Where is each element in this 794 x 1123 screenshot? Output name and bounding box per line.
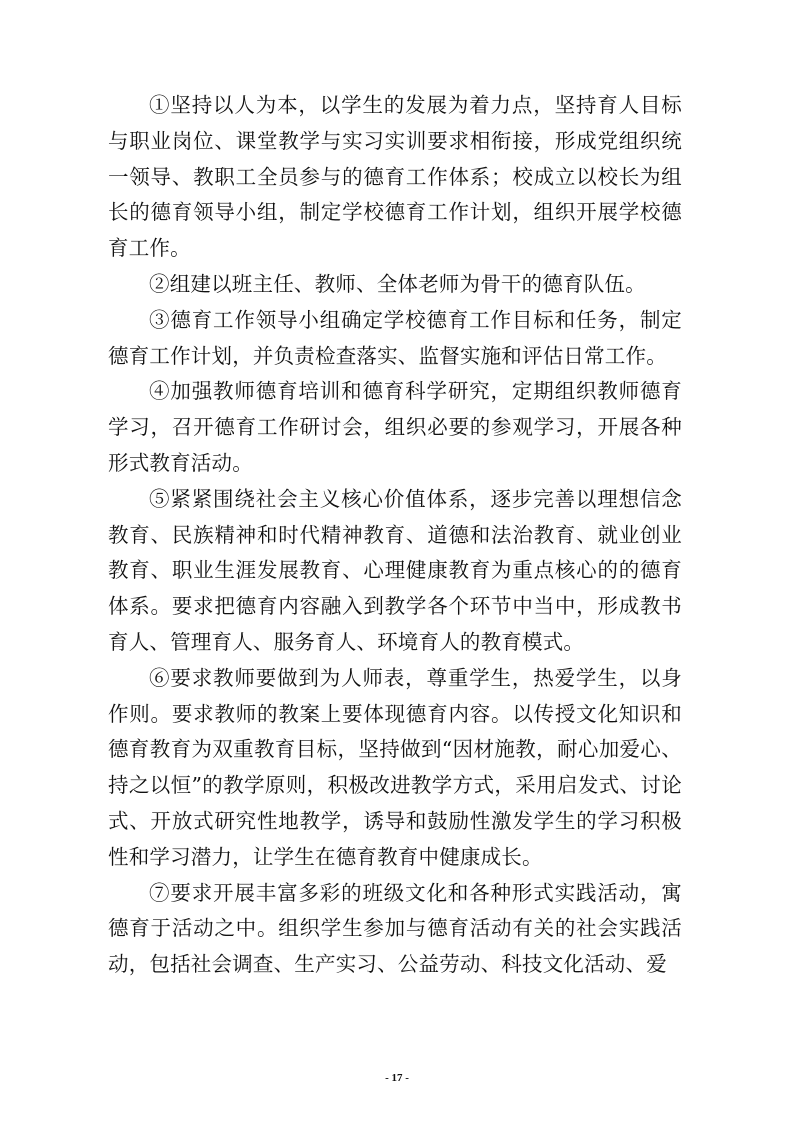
document-body [108,88,682,983]
paragraph-2: ②组建以班主任、教师、全体老师为骨干的德育队伍。 [149,271,646,296]
paragraph-3: ③德育工作领导小组确定学校德育工作目标和任务，制定德育工作计划，并负责检查落实、监督实施和评估日常工作。 [108,307,682,368]
paragraph-7: ⑦要求开展丰富多彩的班级文化和各种形式实践活动，寓德育于活动之中。组织学生参加与德育活动有关的社会实践活动，包括社会调查、生产实习、公益劳动、科技文化活动、爱 [108,880,682,977]
paragraph-1: ①坚持以人为本，以学生的发展为着力点，坚持育人目标与职业岗位、课堂教学与实习实训要求相衔接，形成党组织统一领导、教职工全员参与的德育工作体系；校成立以校长为组长的德育领导小组，制定学校德育工作计划，组织开展学校德育工作。 [108,93,682,261]
page-number: - 17 - [385,1072,409,1084]
paragraph-6: ⑥要求教师要做到为人师表，尊重学生，热爱学生，以身作则。要求教师的教案上要体现德育内容。以传授文化知识和德育教育为双重教育目标，坚持做到“因材施教，耐心加爱心、持之以恒”的教学原则，积极改进教学方式，采用启发式、讨论式、开放式研究性地教学，诱导和鼓励性激发学生的学习积极性和学习潜力，让学生在德育教育中健康成长。 [108,665,682,869]
paragraph-5: ⑤紧紧围绕社会主义核心价值体系，逐步完善以理想信念教育、民族精神和时代精神教育、道德和法治教育、就业创业教育、职业生涯发展教育、心理健康教育为重点核心的的德育体系。要求把德育内容融入到教学各个环节中当中，形成教书育人、管理育人、服务育人、环境育人的教育模式。 [108,486,682,654]
paragraph-4: ④加强教师德育培训和德育科学研究，定期组织教师德育学习，召开德育工作研讨会，组织必要的参观学习，开展各种形式教育活动。 [108,379,682,475]
